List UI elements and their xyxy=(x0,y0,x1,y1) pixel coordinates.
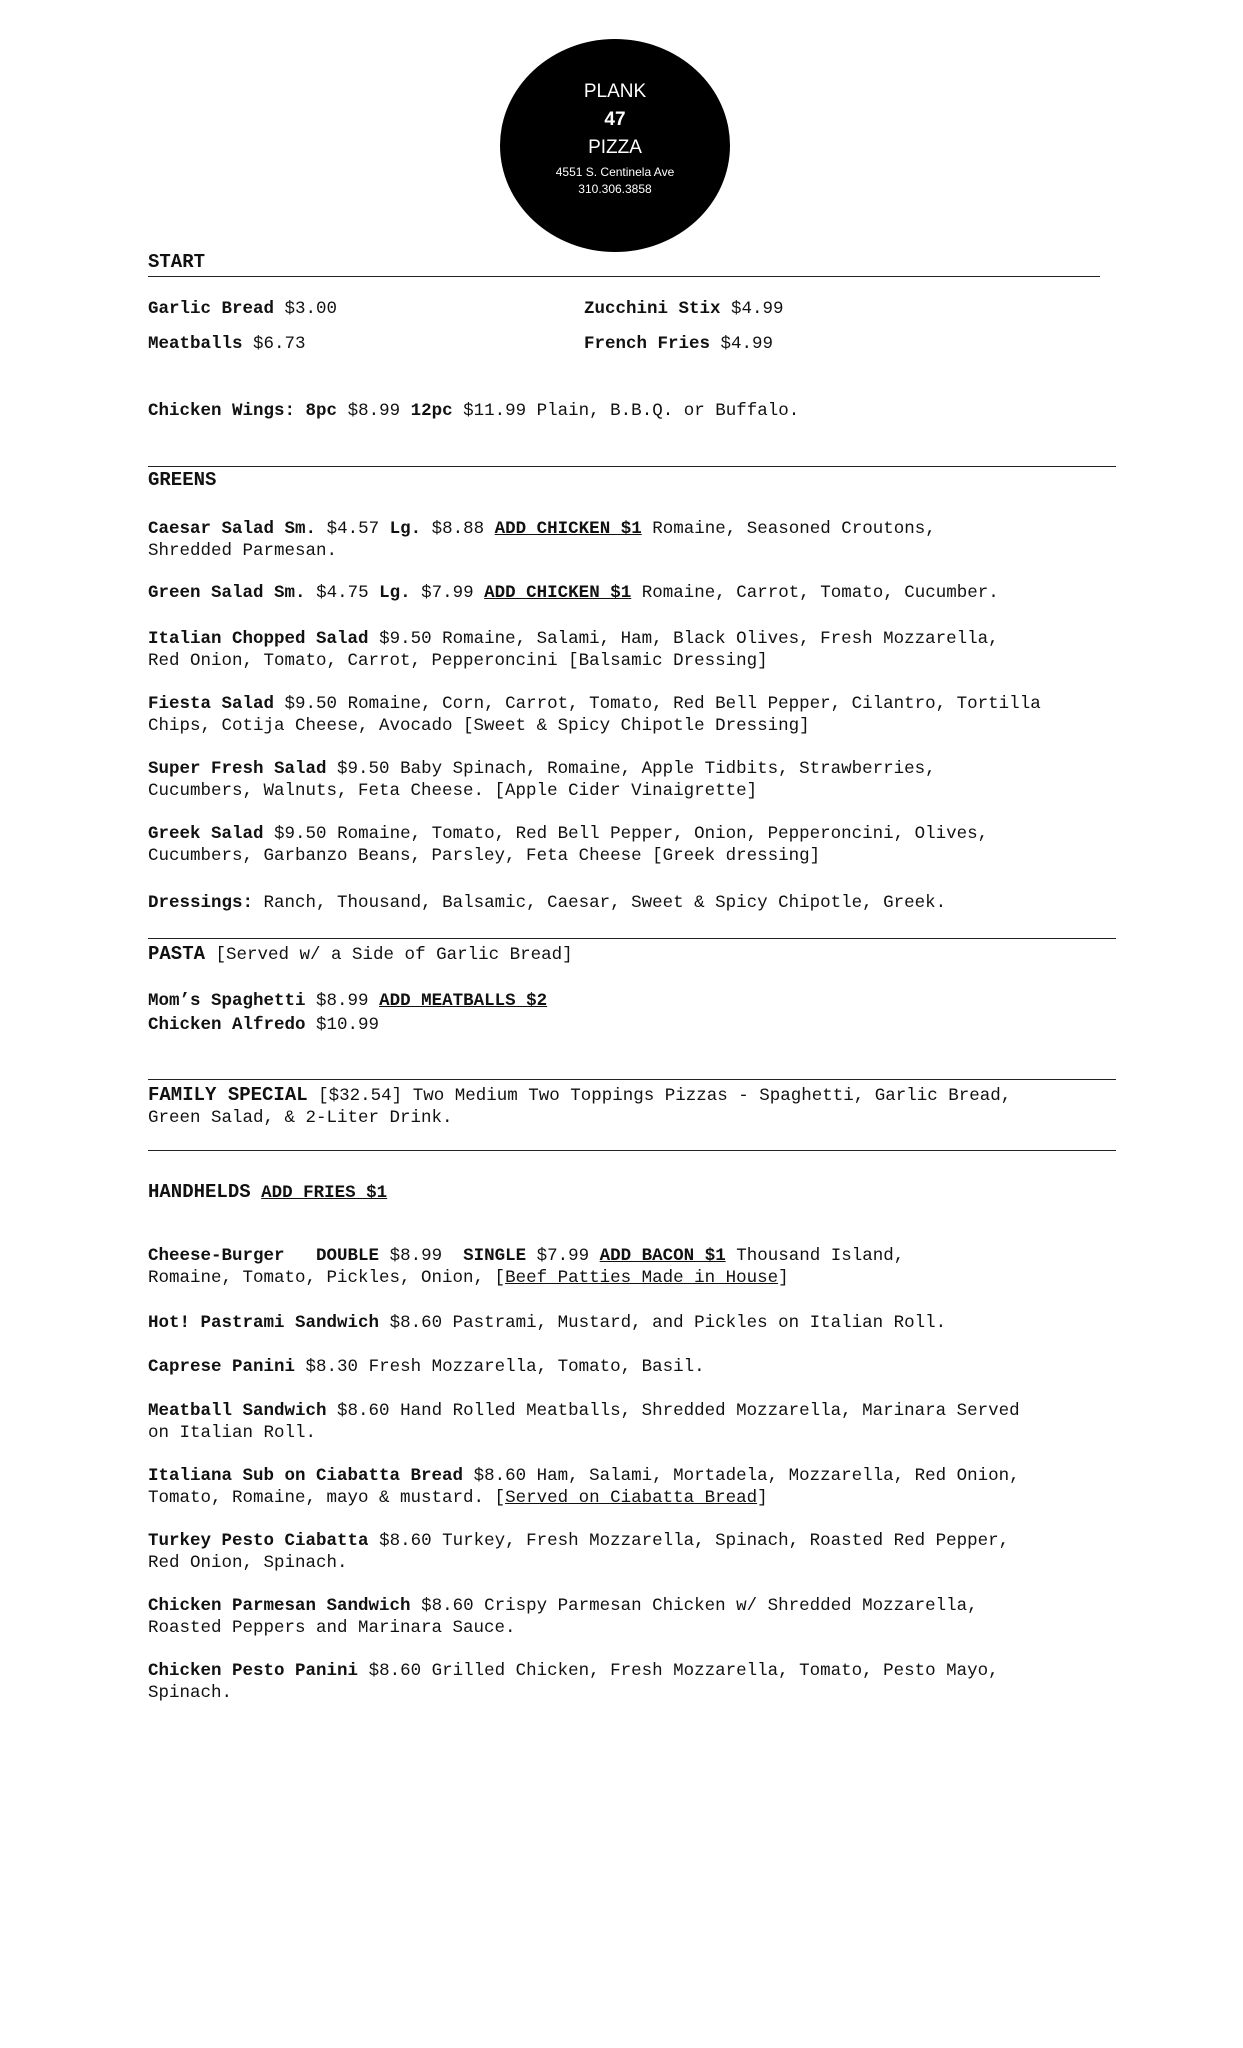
menu-item-fiesta-salad: Fiesta Salad $9.50 Romaine, Corn, Carrot, Tomato, Red Bell Pepper, Cilantro, Tortilla Chips, Cotija Cheese, Avocado [Sweet & Spicy Chipotle Dressing] xyxy=(148,694,1041,736)
section-divider xyxy=(148,276,1100,277)
logo-line-pizza: PIZZA xyxy=(588,137,642,158)
menu-item-chicken-wings: Chicken Wings: 8pc $8.99 12pc $11.99 Plain, B.B.Q. or Buffalo. xyxy=(148,401,800,421)
menu-item-chicken-parmesan-sandwich: Chicken Parmesan Sandwich $8.60 Crispy Parmesan Chicken w/ Shredded Mozzarella, Roasted Peppers and Marinara Sauce. xyxy=(148,1596,978,1638)
menu-item-zucchini-stix: Zucchini Stix $4.99 xyxy=(584,299,784,319)
logo-line-number: 47 xyxy=(604,109,626,130)
menu-item-super-fresh-salad: Super Fresh Salad $9.50 Baby Spinach, Romaine, Apple Tidbits, Strawberries, Cucumbers, Walnuts, Feta Cheese. [Apple Cider Vinaigrette] xyxy=(148,759,936,801)
section-divider xyxy=(148,1079,1116,1080)
dressings-list: Dressings: Ranch, Thousand, Balsamic, Caesar, Sweet & Spicy Chipotle, Greek. xyxy=(148,893,947,913)
menu-item-garlic-bread: Garlic Bread $3.00 xyxy=(148,299,338,319)
section-heading-greens: GREENS xyxy=(148,469,217,491)
menu-item-caprese-panini: Caprese Panini $8.30 Fresh Mozzarella, Tomato, Basil. xyxy=(148,1357,705,1377)
menu-item-moms-spaghetti: Mom’s Spaghetti $8.99 ADD MEATBALLS $2 xyxy=(148,991,548,1011)
menu-item-french-fries: French Fries $4.99 xyxy=(584,334,774,354)
section-divider xyxy=(148,938,1116,939)
menu-item-caesar-salad: Caesar Salad Sm. $4.57 Lg. $8.88 ADD CHICKEN $1 Romaine, Seasoned Croutons, Shredded Parmesan. xyxy=(148,519,936,561)
restaurant-logo xyxy=(500,39,730,252)
menu-item-cheese-burger: Cheese-Burger DOUBLE $8.99 SINGLE $7.99 ADD BACON $1 Thousand Island, Romaine, Tomato, Pickles, Onion, [Beef Patties Made in House] xyxy=(148,1246,905,1288)
section-heading-start: START xyxy=(148,251,206,273)
menu-item-pastrami-sandwich: Hot! Pastrami Sandwich $8.60 Pastrami, Mustard, and Pickles on Italian Roll. xyxy=(148,1313,947,1333)
menu-item-greek-salad: Greek Salad $9.50 Romaine, Tomato, Red Bell Pepper, Onion, Pepperoncini, Olives, Cucumbers, Garbanzo Beans, Parsley, Feta Cheese [Greek dressing] xyxy=(148,824,989,866)
menu-item-chicken-alfredo: Chicken Alfredo $10.99 xyxy=(148,1015,380,1035)
menu-item-meatball-sandwich: Meatball Sandwich $8.60 Hand Rolled Meatballs, Shredded Mozzarella, Marinara Served on Italian Roll. xyxy=(148,1401,1020,1443)
section-divider xyxy=(148,466,1116,467)
menu-item-meatballs: Meatballs $6.73 xyxy=(148,334,306,354)
logo-address: 4551 S. Centinela Ave xyxy=(555,165,675,179)
menu-item-italian-chopped-salad: Italian Chopped Salad $9.50 Romaine, Salami, Ham, Black Olives, Fresh Mozzarella, Red Onion, Tomato, Carrot, Pepperoncini [Balsamic Dressing] xyxy=(148,629,999,671)
section-divider xyxy=(148,1150,1116,1151)
logo-phone: 310.306.3858 xyxy=(578,182,652,196)
menu-item-chicken-pesto-panini: Chicken Pesto Panini $8.60 Grilled Chicken, Fresh Mozzarella, Tomato, Pesto Mayo, Spinach. xyxy=(148,1661,999,1703)
logo-line-plank: PLANK xyxy=(583,81,647,102)
section-heading-handhelds: HANDHELDS ADD FRIES $1 xyxy=(148,1181,388,1203)
menu-item-green-salad: Green Salad Sm. $4.75 Lg. $7.99 ADD CHICKEN $1 Romaine, Carrot, Tomato, Cucumber. xyxy=(148,583,999,603)
section-heading-pasta: PASTA [Served w/ a Side of Garlic Bread] xyxy=(148,943,573,965)
family-special: FAMILY SPECIAL [$32.54] Two Medium Two Toppings Pizzas - Spaghetti, Garlic Bread, Green Salad, & 2-Liter Drink. xyxy=(148,1084,1012,1128)
menu-item-italiana-sub: Italiana Sub on Ciabatta Bread $8.60 Ham, Salami, Mortadela, Mozzarella, Red Onion, Tomato, Romaine, mayo & mustard. [Served on Ciabatta Bread] xyxy=(148,1466,1020,1508)
menu-item-turkey-pesto-ciabatta: Turkey Pesto Ciabatta $8.60 Turkey, Fresh Mozzarella, Spinach, Roasted Red Pepper, Red Onion, Spinach. xyxy=(148,1531,1010,1573)
